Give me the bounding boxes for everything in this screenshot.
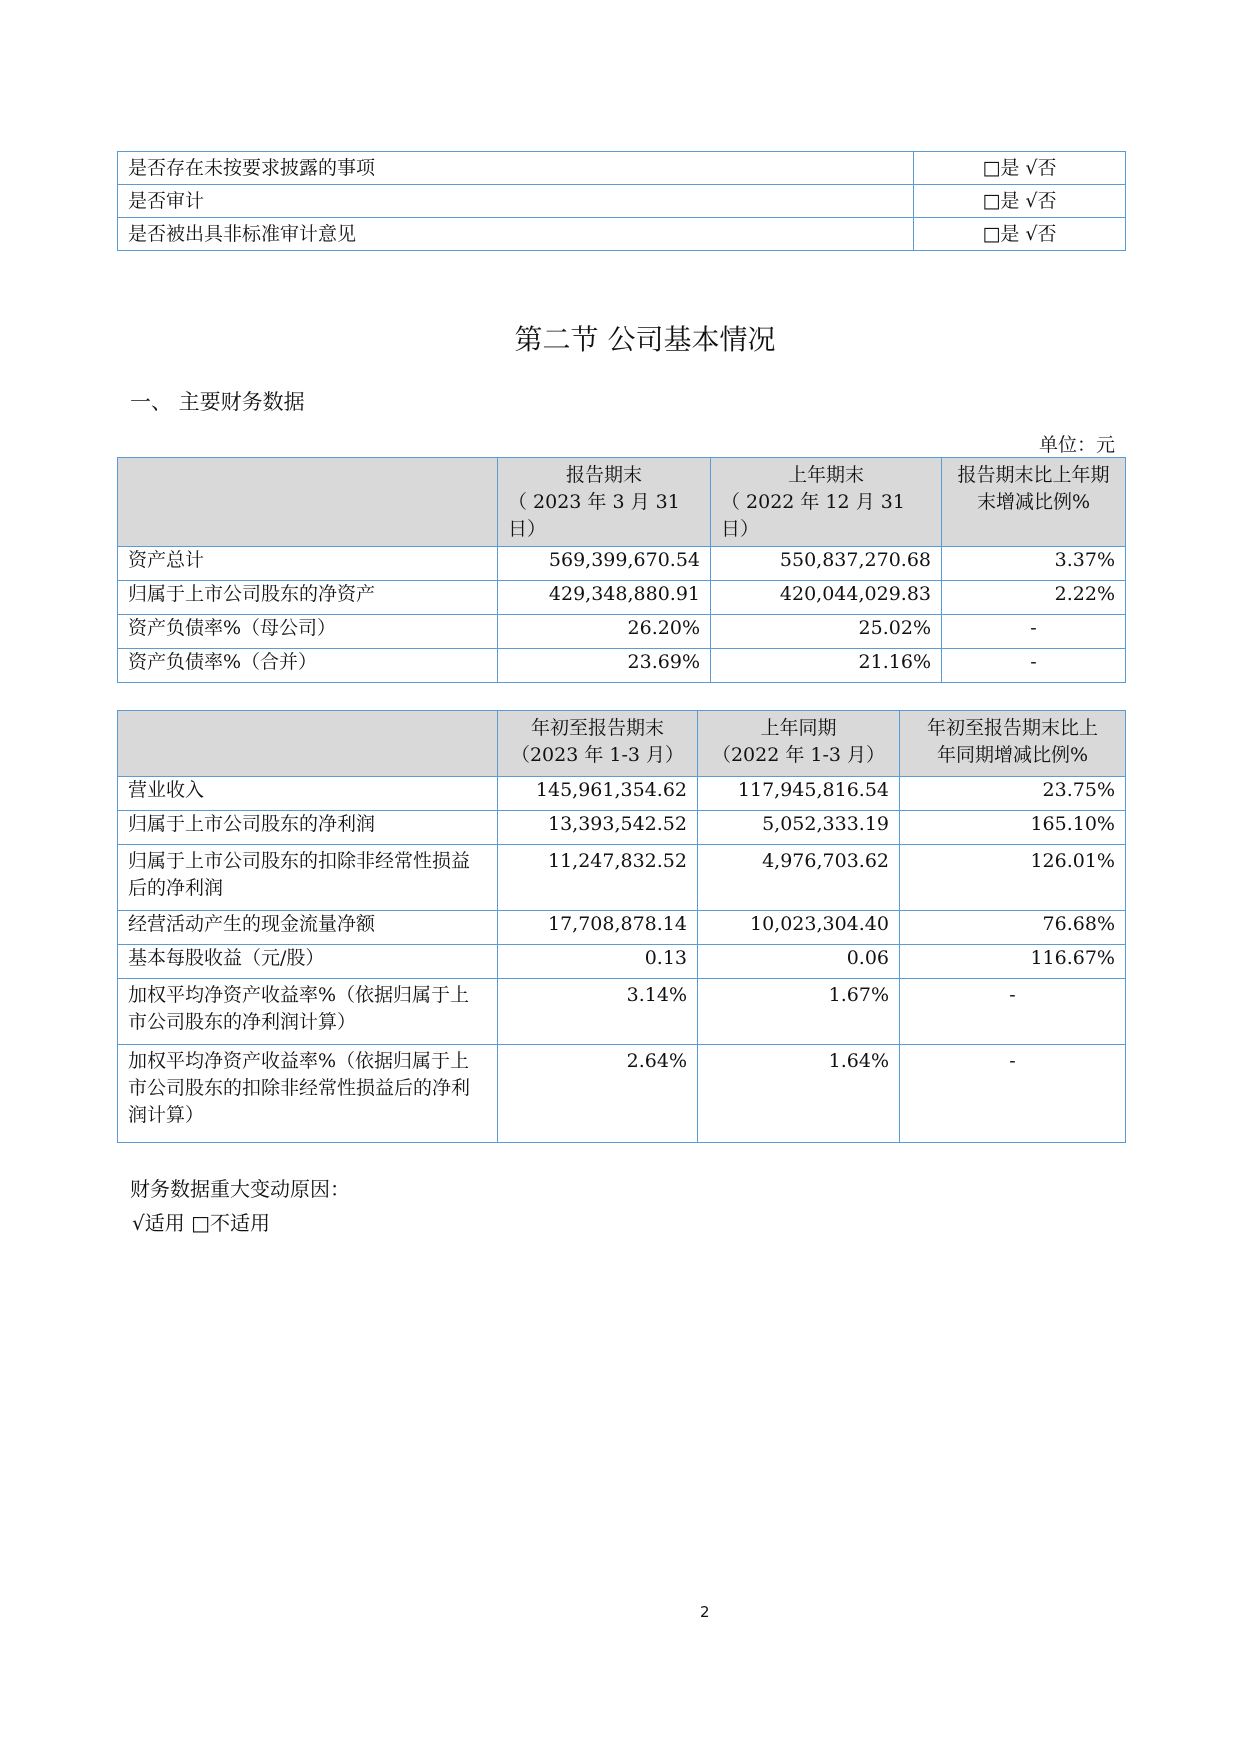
change-reason-label: 财务数据重大变动原因： <box>130 1177 350 1201</box>
change-value: - <box>900 1045 1126 1143</box>
table-row <box>118 581 1126 615</box>
header-change <box>900 711 1126 777</box>
prior-value: 5,052,333.19 <box>698 811 900 845</box>
current-value: 145,961,354.62 <box>498 777 698 811</box>
table-row <box>118 845 1126 911</box>
table-row <box>118 945 1126 979</box>
current-value: 429,348,880.91 <box>498 581 711 615</box>
header-line: 报告期末比上年期末增减比例% <box>957 464 1110 513</box>
change-value: 23.75% <box>900 777 1126 811</box>
disclosure-options: □是 √否 <box>914 152 1126 185</box>
table-row <box>118 911 1126 945</box>
table-row <box>118 185 1126 218</box>
disclosure-label: 是否存在未按要求披露的事项 <box>118 152 914 185</box>
prior-value: 10,023,304.40 <box>698 911 900 945</box>
income-table <box>117 710 1126 1143</box>
header-blank <box>118 711 498 777</box>
change-value: - <box>900 979 1126 1045</box>
prior-value: 25.02% <box>711 615 942 649</box>
header-ytd <box>498 711 698 777</box>
prior-value: 550,837,270.68 <box>711 547 942 581</box>
change-value: 76.68% <box>900 911 1126 945</box>
current-value: 26.20% <box>498 615 711 649</box>
disclosure-table <box>117 151 1126 251</box>
balance-table <box>117 457 1126 683</box>
disclosure-label: 是否审计 <box>118 185 914 218</box>
change-value: 3.37% <box>942 547 1126 581</box>
header-change <box>942 458 1126 547</box>
header-date: （2023 年 1-3 月） <box>510 744 685 766</box>
change-value: 126.01% <box>900 845 1126 911</box>
header-line: 上年期末 <box>787 464 864 486</box>
row-label: 资产总计 <box>118 547 498 581</box>
row-label: 营业收入 <box>118 777 498 811</box>
header-date: （2022 年 1-3 月） <box>711 744 886 766</box>
table-row <box>118 979 1126 1045</box>
header-date: （ 2022 年 12 月 31 日） <box>721 491 905 540</box>
header-line: 年初至报告期末比上 <box>926 717 1098 739</box>
unit-label: 单位：元 <box>1038 434 1115 456</box>
prior-value: 21.16% <box>711 649 942 683</box>
table-row <box>118 218 1126 251</box>
row-label: 基本每股收益（元/股） <box>118 945 498 979</box>
change-value: - <box>942 649 1126 683</box>
table-row <box>118 649 1126 683</box>
table-row <box>118 152 1126 185</box>
row-label: 归属于上市公司股东的净利润 <box>118 811 498 845</box>
current-value: 23.69% <box>498 649 711 683</box>
current-value: 17,708,878.14 <box>498 911 698 945</box>
prior-value: 0.06 <box>698 945 900 979</box>
disclosure-options: □是 √否 <box>914 218 1126 251</box>
current-value: 569,399,670.54 <box>498 547 711 581</box>
change-value: 116.67% <box>900 945 1126 979</box>
row-label: 资产负债率%（母公司） <box>118 615 498 649</box>
header-current-period <box>498 458 711 547</box>
header-row <box>118 458 1126 547</box>
prior-value: 1.67% <box>698 979 900 1045</box>
table-row <box>118 777 1126 811</box>
row-label: 加权平均净资产收益率%（依据归属于上市公司股东的净利润计算） <box>118 979 498 1045</box>
header-line: 上年同期 <box>760 717 837 739</box>
table-row <box>118 811 1126 845</box>
current-value: 13,393,542.52 <box>498 811 698 845</box>
disclosure-options: □是 √否 <box>914 185 1126 218</box>
change-value: 2.22% <box>942 581 1126 615</box>
header-date: （ 2023 年 3 月 31 日） <box>508 491 680 540</box>
page-number: 2 <box>700 1603 710 1621</box>
current-value: 11,247,832.52 <box>498 845 698 911</box>
row-label: 加权平均净资产收益率%（依据归属于上市公司股东的扣除非经常性损益后的净利润计算） <box>118 1045 498 1143</box>
prior-value: 420,044,029.83 <box>711 581 942 615</box>
header-row <box>118 711 1126 777</box>
header-line: 年初至报告期末 <box>530 717 664 739</box>
prior-value: 4,976,703.62 <box>698 845 900 911</box>
current-value: 2.64% <box>498 1045 698 1143</box>
disclosure-label: 是否被出具非标准审计意见 <box>118 218 914 251</box>
section-title: 第二节 公司基本情况 <box>514 323 776 356</box>
row-label: 资产负债率%（合并） <box>118 649 498 683</box>
header-line: 年同期增减比例% <box>936 744 1089 766</box>
change-value: - <box>942 615 1126 649</box>
header-blank <box>118 458 498 547</box>
header-prior-period <box>711 458 942 547</box>
row-label: 归属于上市公司股东的净资产 <box>118 581 498 615</box>
applicability-options: √适用 □不适用 <box>132 1211 270 1235</box>
header-line: 报告期末 <box>565 464 642 486</box>
table-row <box>118 547 1126 581</box>
change-value: 165.10% <box>900 811 1126 845</box>
prior-value: 1.64% <box>698 1045 900 1143</box>
row-label: 经营活动产生的现金流量净额 <box>118 911 498 945</box>
row-label: 归属于上市公司股东的扣除非经常性损益后的净利润 <box>118 845 498 911</box>
table-row <box>118 1045 1126 1143</box>
current-value: 3.14% <box>498 979 698 1045</box>
subheading: 一、 主要财务数据 <box>130 390 305 414</box>
table-row <box>118 615 1126 649</box>
prior-value: 117,945,816.54 <box>698 777 900 811</box>
header-prior-ytd <box>698 711 900 777</box>
current-value: 0.13 <box>498 945 698 979</box>
